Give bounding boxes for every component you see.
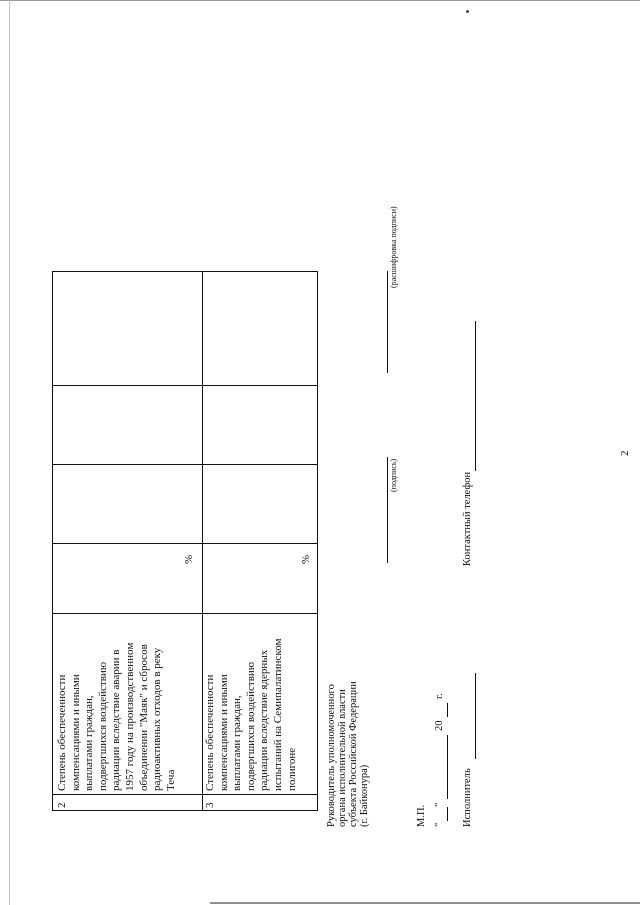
indicator-line: радиоактивных отходов в реку: [151, 647, 164, 791]
indicator-line: компенсациями и иными: [69, 674, 82, 791]
row-number: 3: [204, 802, 216, 808]
executor-line[interactable]: [475, 673, 476, 759]
year-prefix: 20: [434, 720, 445, 731]
indicator-line: объединении "Маяк" и сбросов: [137, 644, 150, 791]
column-divider: [53, 543, 202, 544]
indicator-line: подвергшихся воздействию: [244, 661, 257, 791]
column-divider: [53, 794, 202, 795]
decoding-caption: (расшифровка подписи): [389, 206, 398, 288]
year-suffix: г.: [434, 693, 445, 699]
column-divider: [201, 543, 317, 544]
table-row: [201, 271, 318, 811]
signer-line: органа исполнительной власти: [337, 689, 348, 827]
decoding-line[interactable]: [387, 271, 388, 373]
indicator-line: полигоне: [285, 747, 298, 791]
indicator-name: [204, 616, 299, 791]
unit-percent: %: [300, 554, 312, 564]
column-divider: [53, 613, 202, 614]
column-divider: [201, 385, 317, 386]
signer-line: Руководитель уполномоченного: [326, 684, 337, 827]
indicator-line: выплатами граждан,: [231, 695, 244, 791]
month-line[interactable]: [447, 735, 448, 799]
date-quote-close: ": [434, 802, 445, 807]
signer-line: субъекта Российской Федерации: [348, 681, 359, 827]
indicator-line: испытаний на Семипалатинском: [271, 638, 284, 791]
date-quote-open: ": [434, 822, 445, 827]
signer-line: (г. Байконура): [359, 764, 370, 827]
column-divider: [201, 464, 317, 465]
signer-title: [326, 627, 370, 827]
indicator-line: 1957 году на производственном: [123, 642, 136, 791]
year-line[interactable]: [447, 703, 448, 717]
stamp-place-label: М.П.: [416, 804, 427, 827]
phone-line[interactable]: [475, 321, 476, 471]
unit-percent: %: [183, 554, 195, 564]
indicator-line: Степень обеспеченности: [56, 674, 68, 791]
signature-caption: (подпись): [389, 458, 398, 492]
column-divider: [53, 464, 202, 465]
indicator-line: подвергшихся воздействию: [96, 661, 109, 791]
row-number: 2: [56, 802, 68, 808]
indicator-line: компенсациями и иными: [217, 674, 230, 791]
phone-label: Контактный телефон: [462, 471, 473, 566]
indicator-line: радиации вследствие аварии в: [110, 649, 123, 791]
indicator-line: Степень обеспеченности: [204, 674, 216, 791]
column-divider: [53, 385, 202, 386]
executor-label: Исполнитель: [462, 768, 473, 827]
indicator-name: [56, 616, 178, 791]
indicator-line: Теча: [164, 769, 177, 791]
table-row: [52, 271, 203, 811]
page-number: 2: [619, 450, 631, 456]
column-divider: [201, 613, 317, 614]
day-line[interactable]: [447, 807, 448, 821]
signature-line[interactable]: [387, 457, 388, 563]
indicator-line: радиации вследствие ядерных: [258, 649, 271, 791]
column-divider: [201, 794, 317, 795]
indicator-table: [52, 273, 317, 811]
indicator-line: выплатами граждан,: [83, 695, 96, 791]
